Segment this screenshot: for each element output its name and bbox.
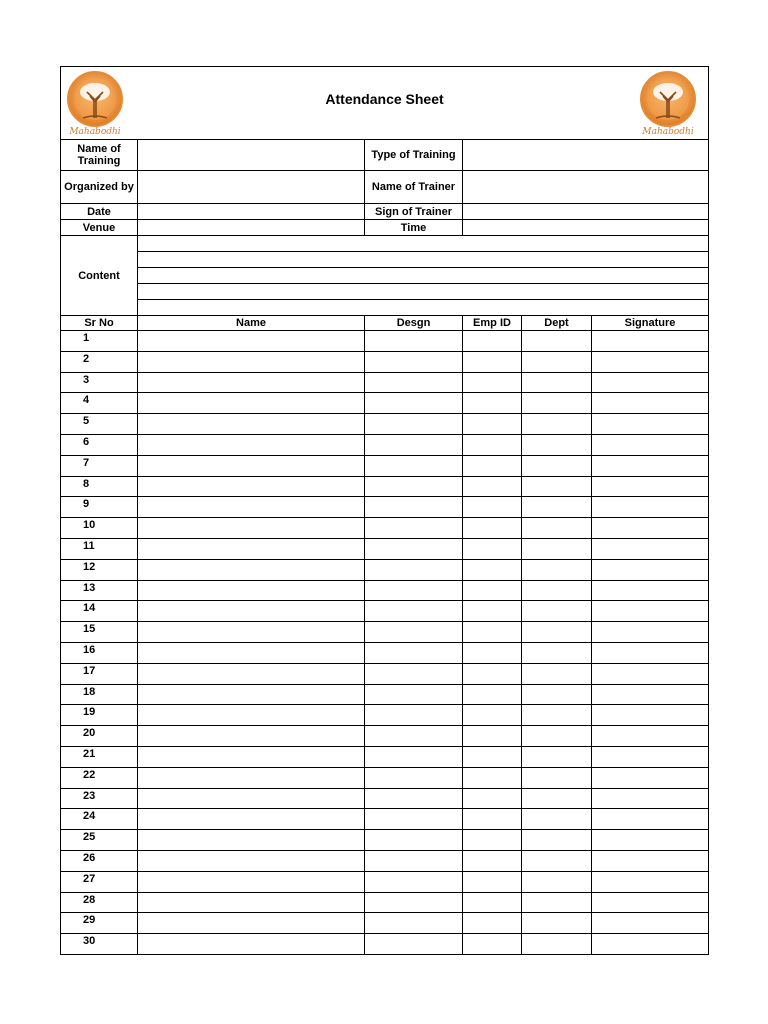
table-row — [61, 830, 709, 851]
desgn-cell[interactable] — [365, 746, 463, 767]
page-title: Attendance Sheet — [325, 91, 444, 107]
desgn-cell[interactable] — [365, 726, 463, 747]
desgn-cell[interactable] — [365, 331, 463, 352]
sr-no-cell: 10 — [61, 518, 138, 539]
dept-cell[interactable] — [522, 746, 592, 767]
table-row — [61, 518, 709, 539]
signature-cell[interactable] — [592, 622, 709, 643]
content-line[interactable] — [138, 268, 709, 284]
signature-cell[interactable] — [592, 705, 709, 726]
dept-cell[interactable] — [522, 934, 592, 955]
table-row — [61, 892, 709, 913]
dept-cell[interactable] — [522, 871, 592, 892]
emp-id-cell[interactable] — [463, 850, 522, 871]
date-label: Date — [61, 204, 138, 220]
emp-id-cell[interactable] — [463, 705, 522, 726]
name-cell[interactable] — [138, 393, 365, 414]
signature-cell[interactable] — [592, 331, 709, 352]
table-row — [61, 809, 709, 830]
time-field[interactable] — [463, 220, 709, 236]
emp-id-cell[interactable] — [463, 455, 522, 476]
dept-cell[interactable] — [522, 372, 592, 393]
desgn-cell[interactable] — [365, 705, 463, 726]
name-cell[interactable] — [138, 580, 365, 601]
table-row — [61, 871, 709, 892]
logo-text: Mahabodhi — [642, 127, 694, 137]
table-row — [61, 788, 709, 809]
dept-cell[interactable] — [522, 393, 592, 414]
sr-no-cell: 21 — [61, 746, 138, 767]
sr-no-cell: 12 — [61, 559, 138, 580]
sr-no-cell: 19 — [61, 705, 138, 726]
signature-cell[interactable] — [592, 913, 709, 934]
signature-cell[interactable] — [592, 663, 709, 684]
name-of-training-label: Name of Training — [61, 140, 138, 171]
table-row — [61, 746, 709, 767]
time-label: Time — [365, 220, 463, 236]
desgn-cell[interactable] — [365, 351, 463, 372]
desgn-cell[interactable] — [365, 455, 463, 476]
sr-no-cell: 24 — [61, 809, 138, 830]
signature-cell[interactable] — [592, 892, 709, 913]
dept-cell[interactable] — [522, 476, 592, 497]
table-row — [61, 726, 709, 747]
dept-cell[interactable] — [522, 414, 592, 435]
name-cell[interactable] — [138, 601, 365, 622]
tree-logo-icon — [636, 70, 700, 128]
emp-id-cell[interactable] — [463, 538, 522, 559]
sr-no-cell: 23 — [61, 788, 138, 809]
name-cell[interactable] — [138, 642, 365, 663]
signature-cell[interactable] — [592, 788, 709, 809]
name-cell[interactable] — [138, 559, 365, 580]
signature-cell[interactable] — [592, 414, 709, 435]
emp-id-cell[interactable] — [463, 726, 522, 747]
content-line[interactable] — [138, 284, 709, 300]
dept-cell[interactable] — [522, 788, 592, 809]
dept-cell[interactable] — [522, 850, 592, 871]
table-row — [61, 642, 709, 663]
sr-no-cell: 25 — [61, 830, 138, 851]
emp-id-cell[interactable] — [463, 684, 522, 705]
type-of-training-label: Type of Training — [365, 140, 463, 171]
dept-cell[interactable] — [522, 726, 592, 747]
attendance-sheet — [60, 66, 708, 956]
emp-id-cell[interactable] — [463, 746, 522, 767]
sr-no-cell: 7 — [61, 455, 138, 476]
table-row — [61, 497, 709, 518]
emp-id-cell[interactable] — [463, 913, 522, 934]
emp-id-cell[interactable] — [463, 331, 522, 352]
desgn-cell[interactable] — [365, 497, 463, 518]
dept-cell[interactable] — [522, 351, 592, 372]
signature-cell[interactable] — [592, 434, 709, 455]
emp-id-cell[interactable] — [463, 622, 522, 643]
sr-no-cell: 9 — [61, 497, 138, 518]
table-row — [61, 434, 709, 455]
col-header-desgn: Desgn — [365, 316, 463, 331]
dept-cell[interactable] — [522, 538, 592, 559]
sr-no-cell: 6 — [61, 434, 138, 455]
emp-id-cell[interactable] — [463, 788, 522, 809]
emp-id-cell[interactable] — [463, 518, 522, 539]
dept-cell[interactable] — [522, 663, 592, 684]
sr-no-cell: 4 — [61, 393, 138, 414]
desgn-cell[interactable] — [365, 434, 463, 455]
desgn-cell[interactable] — [365, 538, 463, 559]
name-cell[interactable] — [138, 788, 365, 809]
table-row — [61, 538, 709, 559]
dept-cell[interactable] — [522, 518, 592, 539]
table-row — [61, 934, 709, 955]
dept-cell[interactable] — [522, 705, 592, 726]
table-row — [61, 622, 709, 643]
emp-id-cell[interactable] — [463, 871, 522, 892]
name-cell[interactable] — [138, 850, 365, 871]
signature-cell[interactable] — [592, 497, 709, 518]
signature-cell[interactable] — [592, 559, 709, 580]
name-cell[interactable] — [138, 746, 365, 767]
emp-id-cell[interactable] — [463, 642, 522, 663]
table-row — [61, 559, 709, 580]
dept-cell[interactable] — [522, 684, 592, 705]
signature-cell[interactable] — [592, 538, 709, 559]
name-cell[interactable] — [138, 372, 365, 393]
table-row — [61, 476, 709, 497]
emp-id-cell[interactable] — [463, 372, 522, 393]
signature-cell[interactable] — [592, 455, 709, 476]
dept-cell[interactable] — [522, 455, 592, 476]
sr-no-cell: 22 — [61, 767, 138, 788]
desgn-cell[interactable] — [365, 934, 463, 955]
sign-of-trainer-label: Sign of Trainer — [365, 204, 463, 220]
desgn-cell[interactable] — [365, 622, 463, 643]
signature-cell[interactable] — [592, 726, 709, 747]
desgn-cell[interactable] — [365, 830, 463, 851]
sr-no-cell: 5 — [61, 414, 138, 435]
name-cell[interactable] — [138, 414, 365, 435]
content-line[interactable] — [138, 300, 709, 316]
dept-cell[interactable] — [522, 642, 592, 663]
signature-cell[interactable] — [592, 871, 709, 892]
dept-cell[interactable] — [522, 434, 592, 455]
name-cell[interactable] — [138, 871, 365, 892]
desgn-cell[interactable] — [365, 913, 463, 934]
table-row — [61, 684, 709, 705]
signature-cell[interactable] — [592, 684, 709, 705]
name-cell[interactable] — [138, 455, 365, 476]
name-cell[interactable] — [138, 497, 365, 518]
name-cell[interactable] — [138, 705, 365, 726]
sr-no-cell: 26 — [61, 850, 138, 871]
signature-cell[interactable] — [592, 393, 709, 414]
name-of-trainer-label: Name of Trainer — [365, 171, 463, 204]
dept-cell[interactable] — [522, 559, 592, 580]
table-row — [61, 913, 709, 934]
emp-id-cell[interactable] — [463, 351, 522, 372]
desgn-cell[interactable] — [365, 559, 463, 580]
signature-cell[interactable] — [592, 372, 709, 393]
emp-id-cell[interactable] — [463, 830, 522, 851]
emp-id-cell[interactable] — [463, 497, 522, 518]
table-row — [61, 372, 709, 393]
attendance-table — [60, 66, 709, 955]
venue-label: Venue — [61, 220, 138, 236]
sr-no-cell: 11 — [61, 538, 138, 559]
sr-no-cell: 27 — [61, 871, 138, 892]
desgn-cell[interactable] — [365, 601, 463, 622]
table-row — [61, 393, 709, 414]
name-cell[interactable] — [138, 622, 365, 643]
table-row — [61, 351, 709, 372]
dept-cell[interactable] — [522, 809, 592, 830]
signature-cell[interactable] — [592, 850, 709, 871]
desgn-cell[interactable] — [365, 580, 463, 601]
name-cell[interactable] — [138, 351, 365, 372]
name-cell[interactable] — [138, 830, 365, 851]
emp-id-cell[interactable] — [463, 892, 522, 913]
date-field[interactable] — [138, 204, 365, 220]
col-header-signature: Signature — [592, 316, 709, 331]
desgn-cell[interactable] — [365, 767, 463, 788]
emp-id-cell[interactable] — [463, 601, 522, 622]
logo-text: Mahabodhi — [69, 127, 121, 137]
name-cell[interactable] — [138, 892, 365, 913]
name-of-training-field[interactable] — [138, 140, 365, 171]
emp-id-cell[interactable] — [463, 934, 522, 955]
signature-cell[interactable] — [592, 934, 709, 955]
emp-id-cell[interactable] — [463, 476, 522, 497]
sr-no-cell: 29 — [61, 913, 138, 934]
sr-no-cell: 1 — [61, 331, 138, 352]
table-row — [61, 455, 709, 476]
signature-cell[interactable] — [592, 601, 709, 622]
content-line[interactable] — [138, 236, 709, 252]
name-cell[interactable] — [138, 538, 365, 559]
name-cell[interactable] — [138, 518, 365, 539]
dept-cell[interactable] — [522, 913, 592, 934]
dept-cell[interactable] — [522, 497, 592, 518]
sr-no-cell: 15 — [61, 622, 138, 643]
name-cell[interactable] — [138, 767, 365, 788]
sr-no-cell: 13 — [61, 580, 138, 601]
name-cell[interactable] — [138, 934, 365, 955]
emp-id-cell[interactable] — [463, 767, 522, 788]
col-header-emp-id: Emp ID — [463, 316, 522, 331]
emp-id-cell[interactable] — [463, 414, 522, 435]
desgn-cell[interactable] — [365, 393, 463, 414]
table-row — [61, 331, 709, 352]
signature-cell[interactable] — [592, 767, 709, 788]
sr-no-cell: 28 — [61, 892, 138, 913]
type-of-training-field[interactable] — [463, 140, 709, 171]
name-cell[interactable] — [138, 809, 365, 830]
name-of-trainer-field[interactable] — [463, 171, 709, 204]
emp-id-cell[interactable] — [463, 393, 522, 414]
signature-cell[interactable] — [592, 518, 709, 539]
name-cell[interactable] — [138, 913, 365, 934]
dept-cell[interactable] — [522, 601, 592, 622]
dept-cell[interactable] — [522, 331, 592, 352]
dept-cell[interactable] — [522, 830, 592, 851]
dept-cell[interactable] — [522, 580, 592, 601]
desgn-cell[interactable] — [365, 414, 463, 435]
signature-cell[interactable] — [592, 642, 709, 663]
venue-field[interactable] — [138, 220, 365, 236]
emp-id-cell[interactable] — [463, 580, 522, 601]
sr-no-cell: 8 — [61, 476, 138, 497]
signature-cell[interactable] — [592, 746, 709, 767]
col-header-sr-no: Sr No — [61, 316, 138, 331]
col-header-dept: Dept — [522, 316, 592, 331]
desgn-cell[interactable] — [365, 684, 463, 705]
table-row — [61, 663, 709, 684]
desgn-cell[interactable] — [365, 642, 463, 663]
desgn-cell[interactable] — [365, 892, 463, 913]
header-cell — [61, 67, 709, 140]
emp-id-cell[interactable] — [463, 663, 522, 684]
name-cell[interactable] — [138, 684, 365, 705]
table-row — [61, 414, 709, 435]
sr-no-cell: 2 — [61, 351, 138, 372]
table-row — [61, 767, 709, 788]
name-cell[interactable] — [138, 331, 365, 352]
name-cell[interactable] — [138, 476, 365, 497]
content-line[interactable] — [138, 252, 709, 268]
organized-by-field[interactable] — [138, 171, 365, 204]
sr-no-cell: 30 — [61, 934, 138, 955]
sr-no-cell: 20 — [61, 726, 138, 747]
desgn-cell[interactable] — [365, 850, 463, 871]
dept-cell[interactable] — [522, 622, 592, 643]
signature-cell[interactable] — [592, 580, 709, 601]
emp-id-cell[interactable] — [463, 809, 522, 830]
sign-of-trainer-field[interactable] — [463, 204, 709, 220]
col-header-name: Name — [138, 316, 365, 331]
name-cell[interactable] — [138, 434, 365, 455]
desgn-cell[interactable] — [365, 871, 463, 892]
desgn-cell[interactable] — [365, 476, 463, 497]
organized-by-label: Organized by — [61, 171, 138, 204]
dept-cell[interactable] — [522, 892, 592, 913]
name-cell[interactable] — [138, 663, 365, 684]
sr-no-cell: 16 — [61, 642, 138, 663]
table-row — [61, 850, 709, 871]
sr-no-cell: 3 — [61, 372, 138, 393]
emp-id-cell[interactable] — [463, 559, 522, 580]
dept-cell[interactable] — [522, 767, 592, 788]
signature-cell[interactable] — [592, 476, 709, 497]
desgn-cell[interactable] — [365, 788, 463, 809]
sr-no-cell: 14 — [61, 601, 138, 622]
company-logo — [636, 70, 700, 138]
table-row — [61, 580, 709, 601]
signature-cell[interactable] — [592, 809, 709, 830]
sr-no-cell: 18 — [61, 684, 138, 705]
table-row — [61, 705, 709, 726]
signature-cell[interactable] — [592, 830, 709, 851]
desgn-cell[interactable] — [365, 663, 463, 684]
column-header-row — [61, 316, 709, 331]
content-label: Content — [61, 236, 138, 316]
table-row — [61, 601, 709, 622]
name-cell[interactable] — [138, 726, 365, 747]
emp-id-cell[interactable] — [463, 434, 522, 455]
desgn-cell[interactable] — [365, 372, 463, 393]
desgn-cell[interactable] — [365, 518, 463, 539]
desgn-cell[interactable] — [365, 809, 463, 830]
signature-cell[interactable] — [592, 351, 709, 372]
sr-no-cell: 17 — [61, 663, 138, 684]
